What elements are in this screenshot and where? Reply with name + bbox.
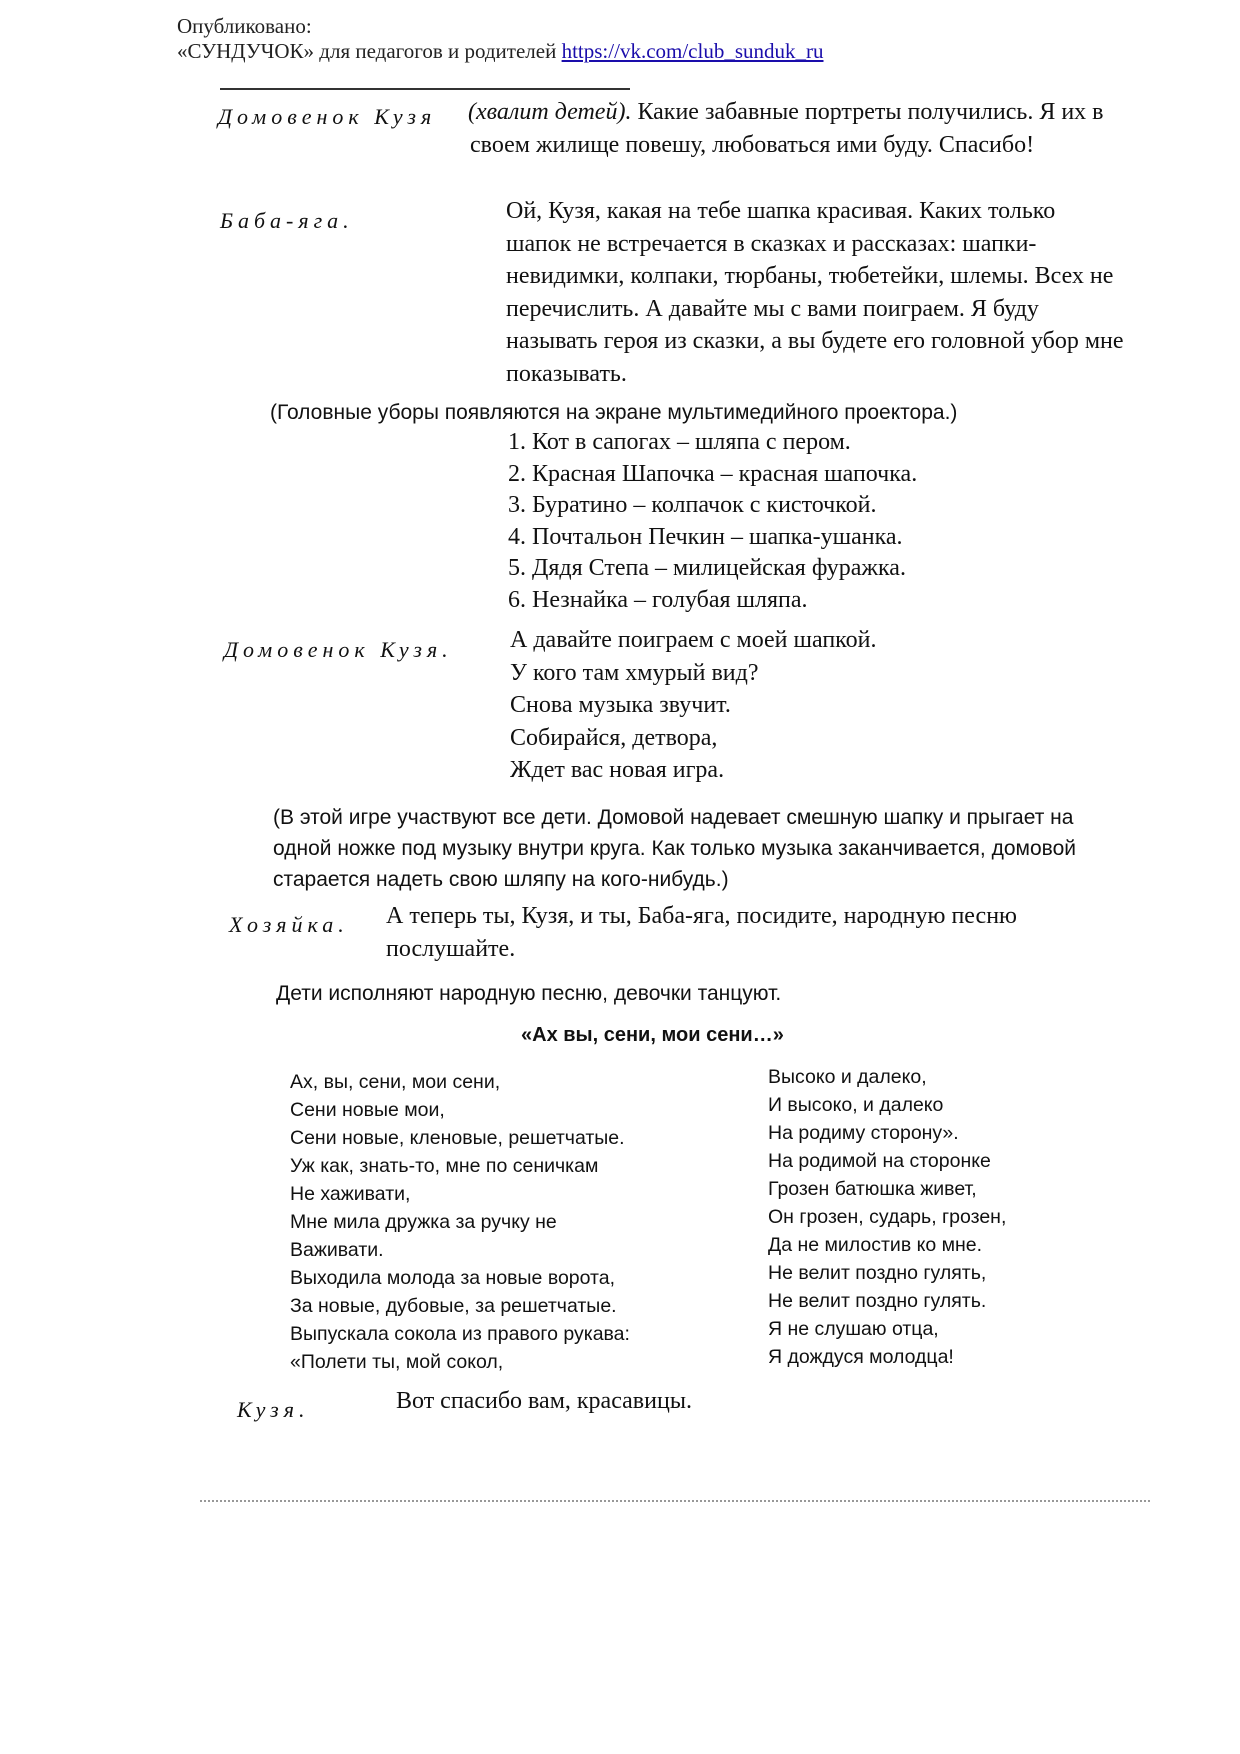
poem-line: Не велит поздно гулять. (768, 1290, 987, 1312)
poem-line: Выходила молода за новые ворота, (290, 1267, 616, 1289)
song-right-column (768, 1063, 1006, 1371)
speaker-kuzya-final: Кузя. (237, 1397, 310, 1422)
speaker-hostess: Хозяйка. (229, 912, 349, 937)
kuzya-final-text: Вот спасибо вам, красавицы. (396, 1388, 692, 1414)
poem-line: Грозен батюшка живет, (768, 1178, 977, 1200)
hats-list (508, 427, 917, 616)
poem-line: На родимой на сторонке (768, 1150, 991, 1172)
poem-line: Высоко и далеко, (768, 1066, 927, 1088)
poem-line: За новые, дубовые, за решетчатые. (290, 1295, 617, 1317)
scan-artifact-dotted-line (200, 1500, 1150, 1502)
poem-line: Мне мила дружка за ручку не (290, 1211, 557, 1233)
list-item: 6. Незнайка – голубая шляпа. (508, 586, 808, 613)
stage-direction: (хвалит детей). (468, 99, 632, 125)
poem-line: «Полети ты, мой сокол, (290, 1351, 504, 1373)
baba-yaga-text: Ой, Кузя, какая на тебе шапка красивая. Каких только шапок не встречается в сказках и рассказах: шапки-невидимки, колпаки, тюрбаны, тюбетейки, шлемы. Всех не перечислить. А давайте мы с вами поиграем. Я буду называть героя из сказки, а вы будете его головной убор мне показывать. (506, 198, 1124, 387)
hostess-text: А теперь ты, Кузя, и ты, Баба-яга, посидите, народную песню послушайте. (386, 903, 1017, 962)
poem-line: Уж как, знать-то, мне по сеничкам (290, 1155, 599, 1177)
poem-line: И высоко, и далеко (768, 1094, 944, 1116)
list-item: 1. Кот в сапогах – шляпа с пером. (508, 429, 851, 455)
verse-line: А давайте поиграем с моей шапкой. (510, 627, 877, 653)
list-item: 3. Буратино – колпачок с кисточкой. (508, 492, 877, 518)
verse-line: Ждет вас новая игра. (510, 757, 725, 783)
poem-line: Я дождуся молодца! (768, 1346, 954, 1368)
poem-line: На родиму сторону». (768, 1122, 959, 1144)
speaker-kuzya-1: Домовенок Кузя (218, 104, 437, 129)
verse-line: Собирайся, детвора, (510, 724, 718, 751)
poem-line: Сени новые мои, (290, 1099, 445, 1121)
published-label: Опубликовано: (177, 14, 312, 38)
poem-line: Да не милостив ко мне. (768, 1234, 983, 1256)
poem-line: Ах, вы, сени, мои сени, (290, 1071, 501, 1093)
stage-note-song: Дети исполняют народную песню, девочки танцуют. (276, 982, 782, 1005)
kuzya-2-verse (510, 624, 876, 787)
source-link[interactable]: https://vk.com/club_sunduk_ru (561, 39, 824, 63)
header-divider (220, 88, 630, 90)
speaker-baba-yaga: Баба-яга. (220, 208, 354, 233)
stage-note-game: (В этой игре участвуют все дети. Домовой надевает смешную шапку и прыгает на одной ножке под музыку внутри круга. Как только музыка заканчивается, домовой старается надеть свою шляпу на кого-нибудь.) (273, 806, 1076, 891)
list-item: 5. Дядя Степа – милицейская фуражка. (508, 555, 906, 581)
publication-header (177, 14, 824, 64)
kuzya-1-text (470, 96, 1125, 161)
poem-line: Не хаживати, (290, 1183, 411, 1205)
poem-line: Важивати. (290, 1239, 384, 1261)
poem-line: Выпускала сокола из правого рукава: (290, 1323, 630, 1345)
poem-line: Я не слушаю отца, (768, 1318, 939, 1340)
verse-line: У кого там хмурый вид? (510, 659, 759, 686)
source-name: «СУНДУЧОК» для педагогов и родителей (177, 39, 557, 63)
list-item: 2. Красная Шапочка – красная шапочка. (508, 460, 918, 487)
kuzya-1-speech: Какие забавные портреты получились. Я их в своем жилище повешу, любоваться ими буду. Спасибо! (470, 99, 1104, 158)
poem-line: Сени новые, кленовые, решетчатые. (290, 1127, 625, 1149)
poem-line: Он грозен, сударь, грозен, (768, 1206, 1007, 1228)
stage-note-projector: (Головные уборы появляются на экране мультимедийного проектора.) (270, 401, 958, 424)
speaker-kuzya-2: Домовенок Кузя. (224, 637, 453, 662)
source-line (177, 39, 824, 64)
song-title: «Ах вы, сени, мои сени…» (521, 1024, 784, 1046)
verse-line: Снова музыка звучит. (510, 692, 731, 718)
poem-line: Не велит поздно гулять, (768, 1262, 987, 1284)
list-item: 4. Почтальон Печкин – шапка-ушанка. (508, 523, 903, 550)
song-left-column (290, 1068, 630, 1376)
